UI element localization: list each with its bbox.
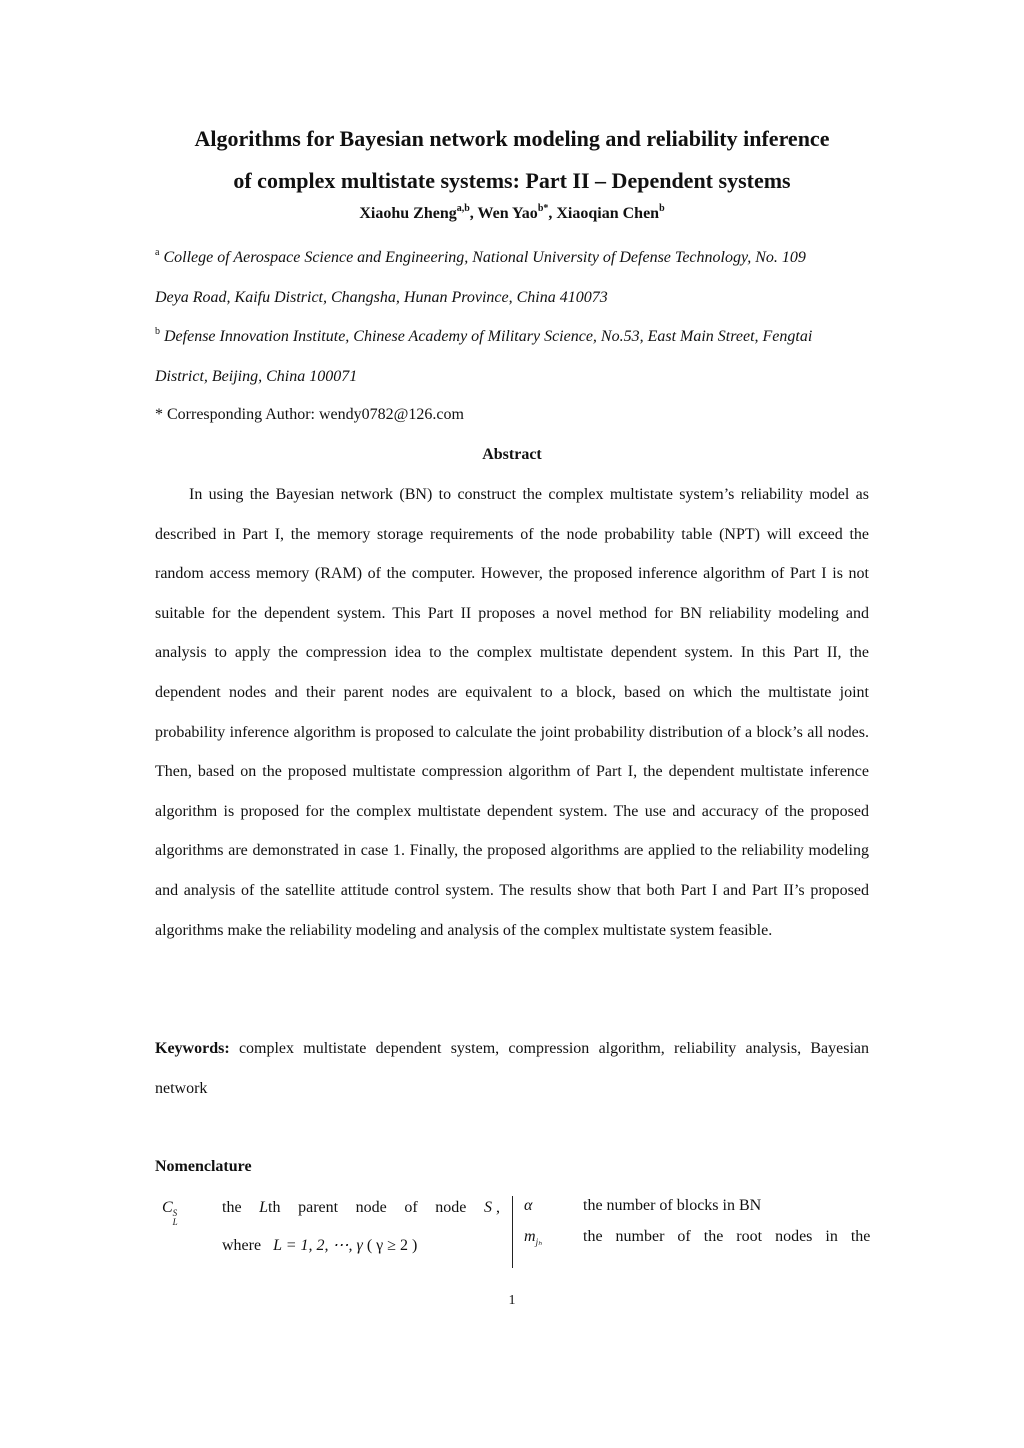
affiliation-mark: a — [155, 247, 160, 258]
affiliation-a-line-1: $^a$ College of Aerospace Science and Engineering, National University of Defense Technology, No. 109 — [155, 247, 806, 266]
author-name: Wen Yao — [477, 205, 538, 222]
nomenclature-symbol: α — [524, 1197, 533, 1214]
abstract-heading: Abstract — [482, 446, 542, 463]
keywords-label: Keywords: — [155, 1040, 230, 1057]
nomenclature-condition: where L = 1, 2, ⋯, γ ( γ ≥ 2 ) — [222, 1237, 418, 1254]
keywords — [155, 1029, 869, 1108]
author-affiliation-mark: b* — [537, 203, 549, 214]
affiliation-a-line-2: Deya Road, Kaifu District, Changsha, Hunan Province, China 410073 — [155, 289, 608, 306]
paper-title-line-2: of complex multistate systems: Part II – Dependent systems — [233, 168, 791, 193]
paper-title-line-1: Algorithms for Bayesian network modeling and reliability inference — [194, 126, 830, 151]
nomenclature-description: the number of the root nodes in the — [583, 1228, 871, 1245]
author-affiliation-mark: b — [659, 203, 665, 214]
nomenclature-description: the number of blocks in BN — [583, 1197, 762, 1214]
author-name: Xiaoqian Chen — [556, 205, 660, 222]
abstract-body: In using the Bayesian network (BN) to construct the complex multistate system’s reliability model as described in Part I, the memory storage requirements of the node probability table (NPT) will exceed the random access memory (RAM) of the computer. However, the proposed inference algorithm of Part I is not suitable for the dependent system. This Part II proposes a novel method for BN reliability modeling and analysis to apply the compression idea to the complex multistate dependent system. In this Part II, the dependent nodes and their parent nodes are equivalent to a block, based on which the multistate joint probability inference algorithm is proposed to calculate the joint probability distribution of a block’s all nodes. Then, based on the proposed multistate compression algorithm of Part I, the dependent multistate inference algorithm is proposed for the complex multistate dependent system. The use and accuracy of the proposed algorithms are demonstrated in case 1. Finally, the proposed algorithms are applied to the reliability modeling and analysis of the satellite attitude control system. The results show that both Part I and Part II’s proposed algorithms make the reliability modeling and analysis of the complex multistate system feasible. — [155, 486, 869, 939]
nomenclature-description: the Lth parent node of node S , — [222, 1199, 500, 1216]
nomenclature-symbol: $m_{j_h}$ — [524, 1228, 542, 1248]
nomenclature-symbol: C S L — [162, 1199, 178, 1227]
affiliation-mark: b — [155, 326, 160, 337]
author-list: Xiaohu Zheng$^{a,b}$, Wen Yao$^{b*}$, Xiaoqian Chen$^b$ — [359, 203, 665, 222]
affiliation-b-line-2: District, Beijing, China 100071 — [155, 368, 358, 385]
nomenclature-column-divider — [512, 1196, 513, 1268]
keywords-text: complex multistate dependent system, compression algorithm, reliability analysis, Bayesian network — [155, 1040, 870, 1097]
corresponding-author: * Corresponding Author: wendy0782@126.com — [155, 406, 464, 423]
author-name: Xiaohu Zheng — [359, 205, 457, 222]
affiliation-b-line-1: $^b$ Defense Innovation Institute, Chinese Academy of Military Science, No.53, East Main Street, Fengtai — [155, 326, 813, 345]
author-affiliation-mark: a,b — [456, 203, 470, 214]
page-number: 1 — [508, 1293, 516, 1308]
nomenclature-heading: Nomenclature — [155, 1158, 252, 1175]
